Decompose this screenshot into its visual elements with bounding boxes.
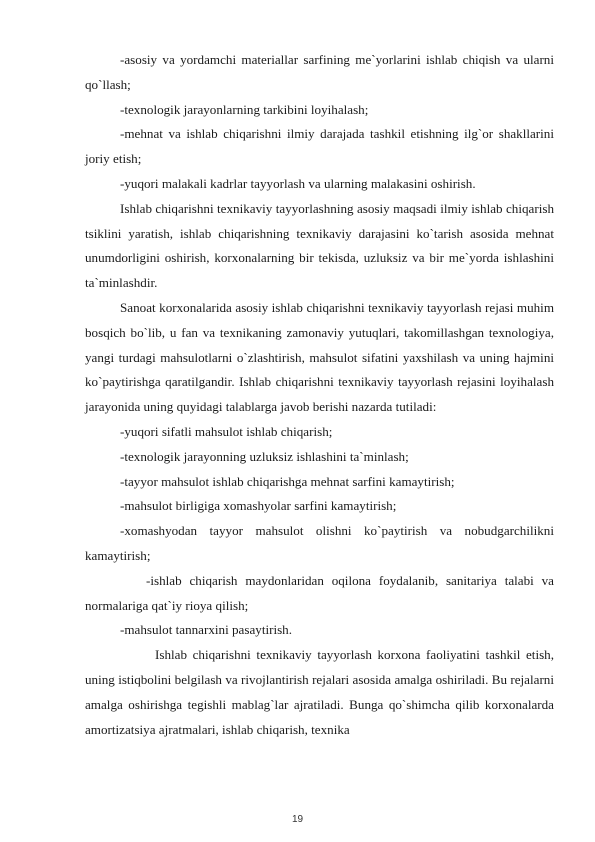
list-item-labor-cost: -tayyor mahsulot ishlab chiqarishga mehnat sarfini kamaytirish; <box>120 473 455 489</box>
page-number: 19 <box>291 814 304 825</box>
list-item-labor-organization: -mehnat va ishlab chiqarishni ilmiy darajada tashkil etishning ilg`or shakllarini joriy etish; <box>85 126 554 167</box>
list-item-continuous-process: -texnologik jarayonning uzluksiz ishlashini ta`minlash; <box>120 448 409 464</box>
list-item-yield-increase: -xomashyodan tayyor mahsulot olishni ko`paytirish va nobudgarchilikni kamaytirish; <box>85 523 554 563</box>
list-item-raw-materials: -mahsulot birligiga xomashyolar sarfini kamaytirish; <box>120 498 397 514</box>
list-item-quality-product: -yuqori sifatli mahsulot ishlab chiqarish; <box>120 423 333 439</box>
paragraph-industrial-plan: Sanoat korxonalarida asosiy ishlab chiqarishni texnikaviy tayyorlash rejasi muhim bosqich bo`lib, u fan va texnikaning zamonaviy yutuqlari, takomillashgan texnologiya, yangi turdagi mahsulotlarni o`zlashtirish, mahsulot sifatini yaxshilash va uning hajmini ko`paytirishga qaratilgandir. Ishlab chiqarishni texnikaviy tayyorlash rejasini loyihalash jarayonida uning quyidagi talablarga javob berishi nazarda tutiladi: <box>85 299 554 415</box>
list-item-cost-reduction: -mahsulot tannarxini pasaytirish. <box>120 622 293 638</box>
list-item-tech-process: -texnologik jarayonlarning tarkibini loyihalash; <box>120 101 369 117</box>
paragraph-main-goal: Ishlab chiqarishni texnikaviy tayyorlashning asosiy maqsadi ilmiy ishlab chiqarish tsiklini yaratish, ishlab chiqarishning texnikaviy darajasini ko`tarish asosida mehnat unumdorligini oshirish, korxonalarning bir tekisda, uzluksiz va bir me`yorda ishlashini ta`minlashdir. <box>85 200 554 291</box>
list-item-sanitary: -ishlab chiqarish maydonlaridan oqilona foydalanib, sanitariya talabi va normalariga qat`iy rioya qilish; <box>85 572 554 613</box>
list-item-materials: -asosiy va yordamchi materiallar sarfining me`yorlarini ishlab chiqish va ularni qo`llash; <box>85 52 554 92</box>
list-item-qualified-staff: -yuqori malakali kadrlar tayyorlash va ularning malakasini oshirish. <box>120 175 476 191</box>
paragraph-implementation: Ishlab chiqarishni texnikaviy tayyorlash korxona faoliyatini tashkil etish, uning istiqbolini belgilash va rivojlantirish rejalari asosida amalga oshiriladi. Bu rejalarni amalga oshirishga tegishli mablag`lar ajratiladi. Bunga qo`shimcha qilib korxonalarda amortizatsiya ajratmalari, ishlab chiqarish, texnika <box>85 647 554 737</box>
body-text <box>85 48 554 742</box>
